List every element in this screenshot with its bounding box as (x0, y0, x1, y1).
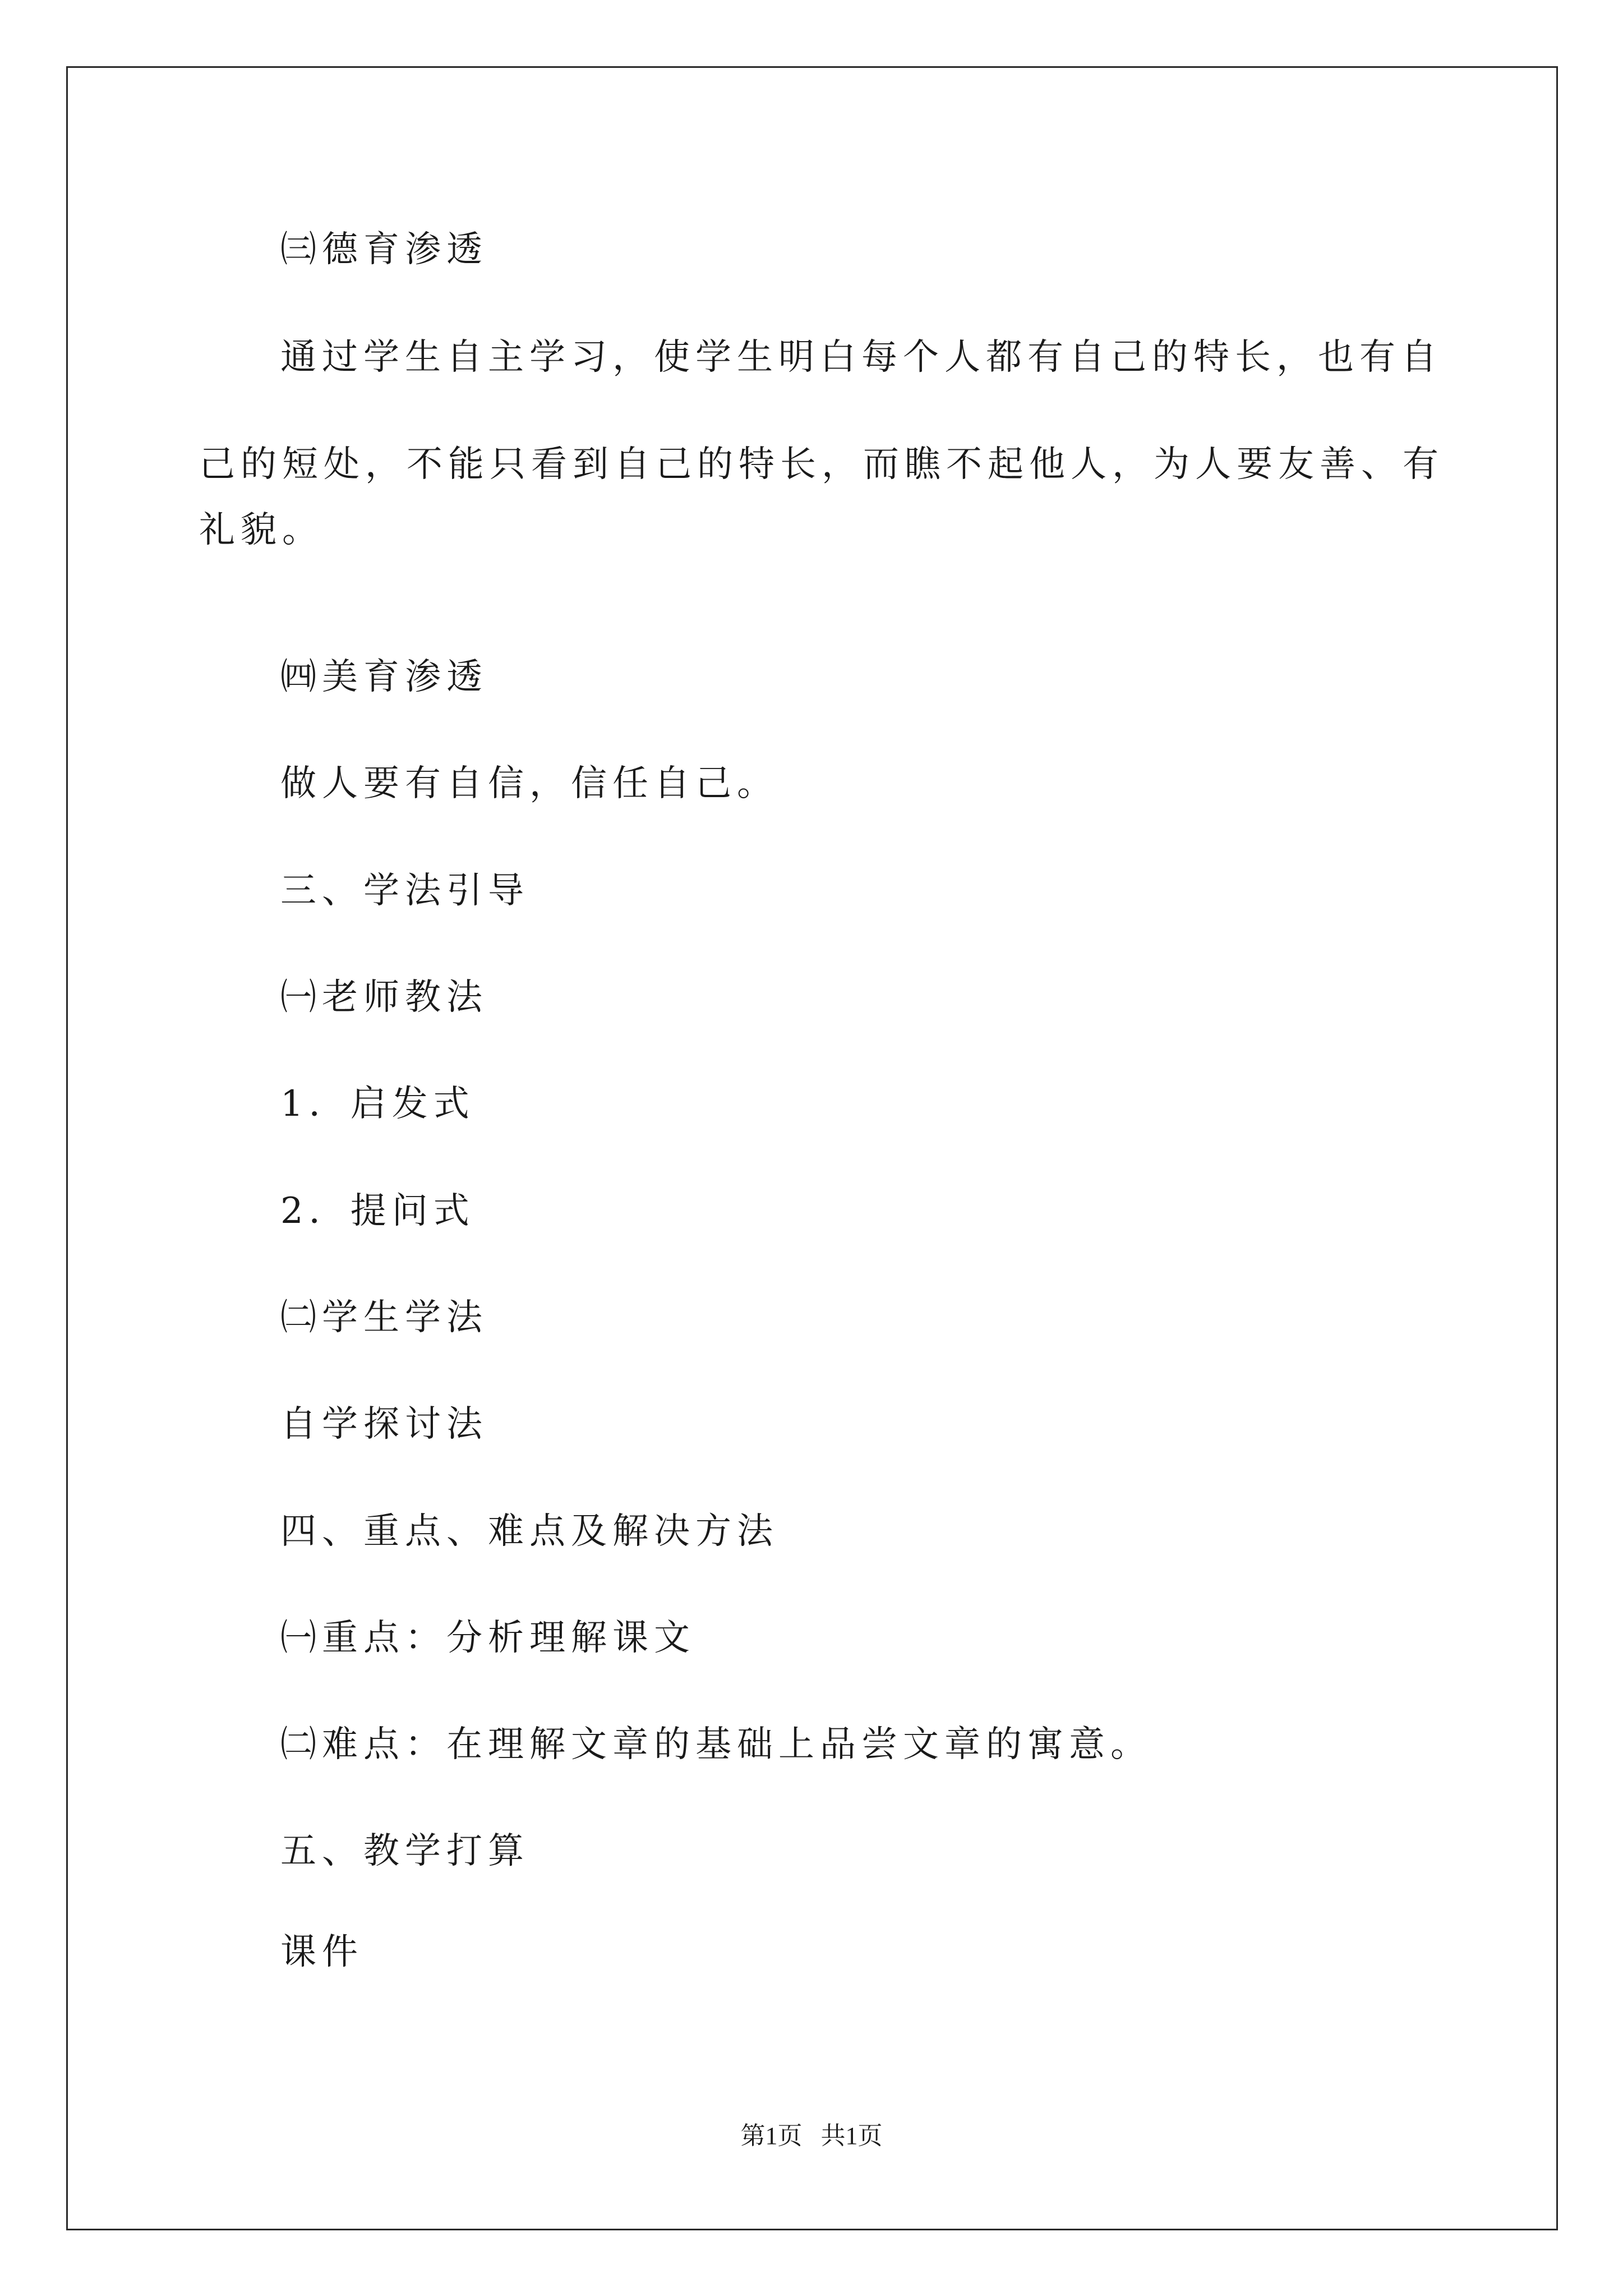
paragraph-line: 通过学生自主学习，使学生明白每个人都有自己的特长，也有自 (280, 337, 1442, 378)
section-heading: ㈣美育渗透 (280, 656, 488, 698)
paragraph-line: 自学探讨法 (280, 1404, 488, 1445)
subsection-heading: ㈡难点：在理解文章的基础上品尝文章的寓意。 (280, 1724, 1152, 1765)
paragraph-line: 礼貌。 (199, 509, 324, 551)
section-heading: 四、重点、难点及解决方法 (280, 1511, 778, 1552)
page-number-footer: 第1页 共1页 (740, 2122, 883, 2150)
subsection-heading: ㈡学生学法 (280, 1297, 488, 1338)
paragraph-line: 做人要有自信，信任自己。 (280, 763, 778, 804)
list-item: 1．启发式 (280, 1083, 475, 1125)
subsection-heading: ㈠老师教法 (280, 977, 488, 1018)
list-item: 2．提问式 (280, 1190, 475, 1232)
paragraph-line: 己的短处，不能只看到自己的特长，而瞧不起他人，为人要友善、有 (199, 444, 1444, 485)
subsection-heading: ㈠重点：分析理解课文 (280, 1617, 695, 1659)
paragraph-line: 课件 (280, 1931, 363, 1973)
section-heading: 五、教学打算 (280, 1830, 529, 1872)
section-heading: ㈢德育渗透 (280, 229, 488, 270)
section-heading: 三、学法引导 (280, 870, 529, 912)
